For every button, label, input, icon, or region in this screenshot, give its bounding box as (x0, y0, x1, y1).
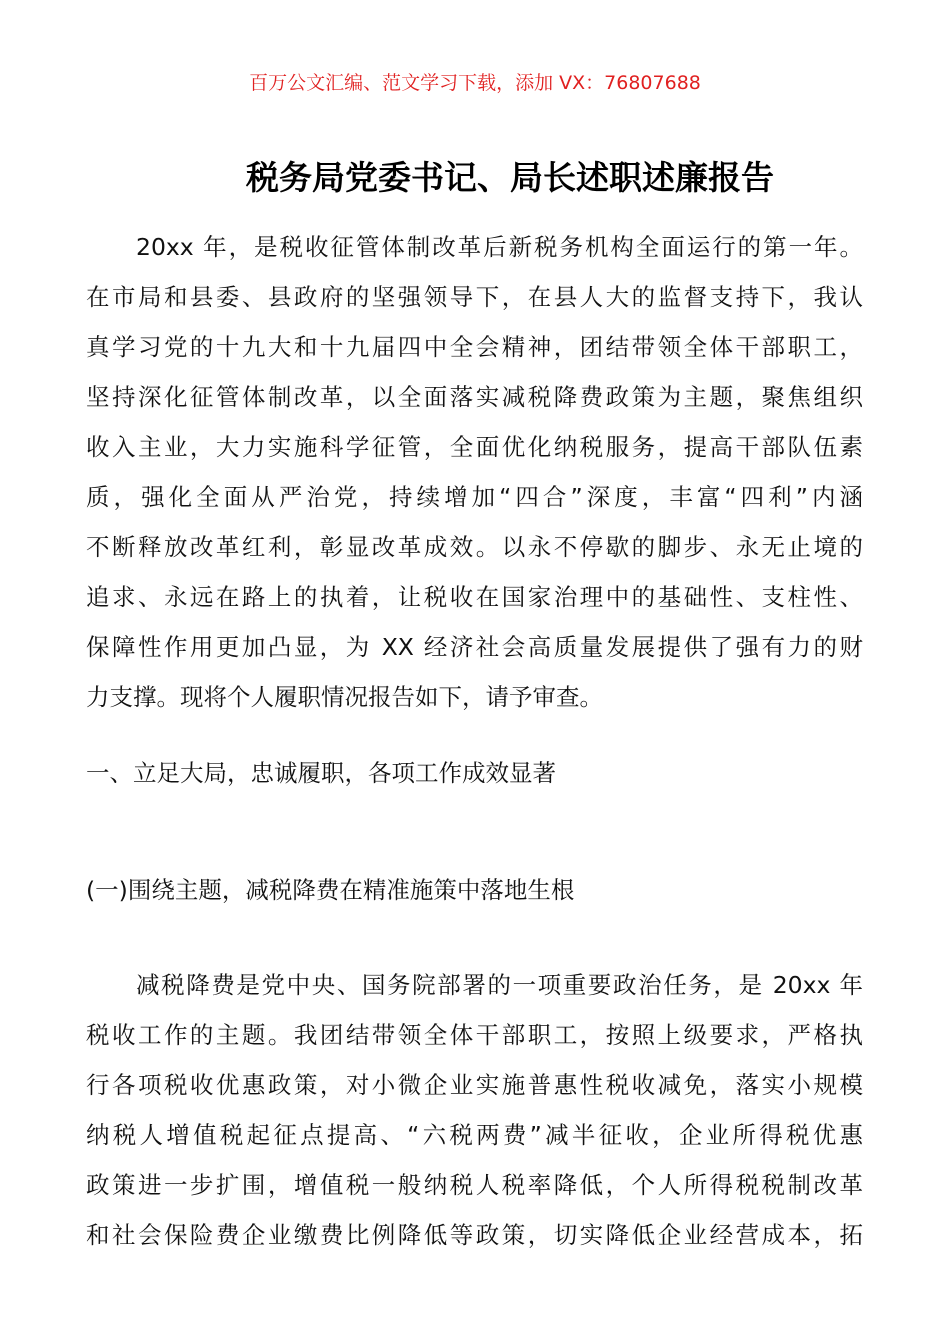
paragraph-line: 在市局和县委、县政府的坚强领导下，在县人大的监督支持下，我认 (86, 283, 863, 311)
paragraph-line: 纳税人增值税起征点提高、“六税两费”减半征收，企业所得税优惠 (86, 1121, 863, 1149)
paragraph-line: 减税降费是党中央、国务院部署的一项重要政治任务，是 20xx 年 (136, 971, 863, 999)
paragraph-line: 20xx 年，是税收征管体制改革后新税务机构全面运行的第一年。 (136, 233, 863, 261)
paragraph-line: 质，强化全面从严治党，持续增加“四合”深度，丰富“四利”内涵 (86, 483, 863, 511)
paragraph-line: 政策进一步扩围，增值税一般纳税人税率降低，个人所得税税制改革 (86, 1171, 863, 1199)
paragraph-line: 真学习党的十九大和十九届四中全会精神，团结带领全体干部职工， (86, 333, 863, 361)
intro-paragraph (86, 222, 863, 722)
paragraph-line: 税收工作的主题。我团结带领全体干部职工，按照上级要求，严格执 (86, 1021, 863, 1049)
document-title: 税务局党委书记、局长述职述廉报告 (246, 158, 774, 197)
paragraph-line: 和社会保险费企业缴费比例降低等政策，切实降低企业经营成本，拓 (86, 1221, 863, 1249)
paragraph-line: 不断释放改革红利，彰显改革成效。以永不停歇的脚步、永无止境的 (86, 533, 863, 561)
paragraph-line: 追求、永远在路上的执着，让税收在国家治理中的基础性、支柱性、 (86, 583, 863, 611)
paragraph-line: 保障性作用更加凸显，为 XX 经济社会高质量发展提供了强有力的财 (86, 633, 863, 661)
subsection-heading: (一)围绕主题，减税降费在精准施策中落地生根 (86, 876, 575, 904)
paragraph-line: 收入主业，大力实施科学征管，全面优化纳税服务，提高干部队伍素 (86, 433, 863, 461)
watermark-text: 百万公文汇编、范文学习下载，添加 VX：76807688 (249, 72, 701, 94)
policy-paragraph (86, 960, 863, 1260)
section-heading: 一、立足大局，忠诚履职，各项工作成效显著 (86, 759, 556, 787)
paragraph-line: 力支撑。现将个人履职情况报告如下，请予审查。 (86, 683, 603, 711)
paragraph-line: 行各项税收优惠政策，对小微企业实施普惠性税收减免，落实小规模 (86, 1071, 863, 1099)
paragraph-line: 坚持深化征管体制改革，以全面落实减税降费政策为主题，聚焦组织 (86, 383, 863, 411)
